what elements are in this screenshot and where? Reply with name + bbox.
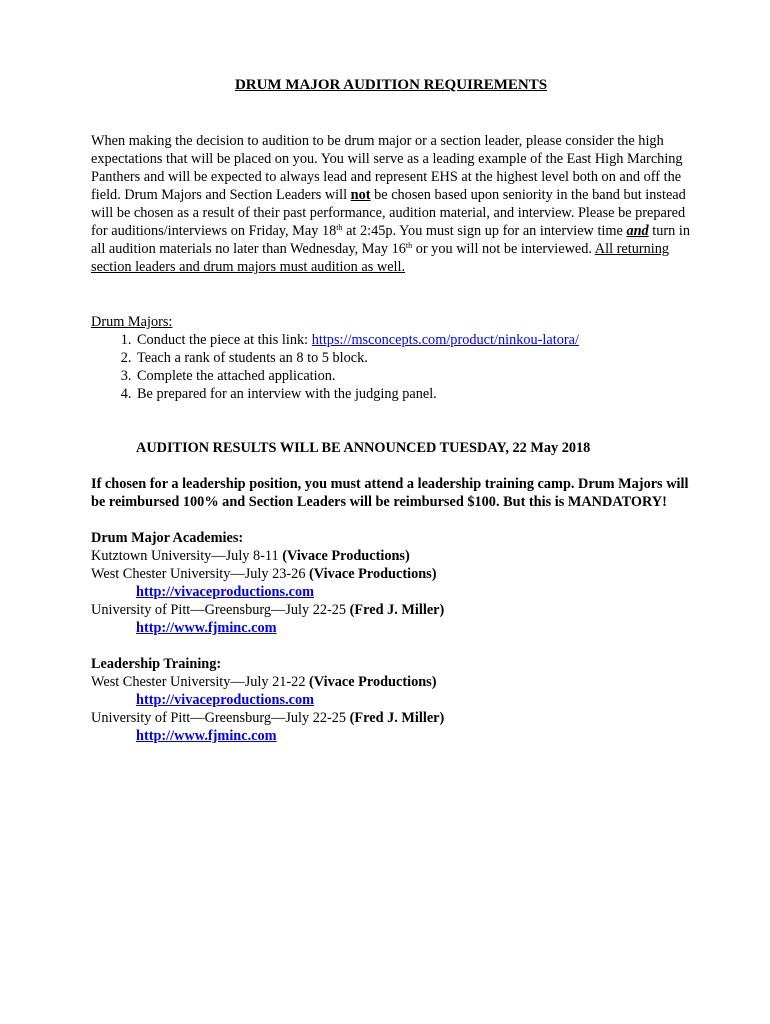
intro-text-2: be chosen based upon seniority in the band but instead will be chosen as a result of their past performance, audition material, and interview. Please be prepared for auditions/interviews on Friday, May 18 bbox=[91, 187, 686, 239]
page-title: DRUM MAJOR AUDITION REQUIREMENTS bbox=[234, 77, 548, 93]
academy-line-west-chester bbox=[91, 565, 691, 583]
training-heading: Leadership Training: bbox=[91, 656, 222, 672]
vivace-link[interactable]: http://vivaceproductions.com bbox=[136, 692, 315, 708]
academy-provider: (Fred J. Miller) bbox=[349, 602, 445, 618]
academy-text: Kutztown University—July 8-11 bbox=[91, 548, 283, 564]
training-link-line bbox=[91, 691, 691, 709]
intro-not-emphasis: not bbox=[350, 187, 371, 203]
document-page bbox=[91, 76, 691, 745]
fjminc-link[interactable]: http://www.fjminc.com bbox=[136, 620, 277, 636]
intro-text-3: at 2:45p. You must sign up for an interview time bbox=[342, 223, 627, 239]
intro-paragraph bbox=[91, 132, 691, 276]
training-list bbox=[91, 673, 691, 745]
drum-majors-list bbox=[91, 331, 691, 403]
intro-and-emphasis: and bbox=[626, 223, 649, 239]
intro-underlined-note: All returning section leaders and drum majors must audition as well. bbox=[91, 241, 670, 275]
academy-text: West Chester University—July 23-26 bbox=[91, 566, 310, 582]
vivace-link[interactable]: http://vivaceproductions.com bbox=[136, 584, 315, 600]
training-provider: (Vivace Productions) bbox=[309, 674, 437, 690]
list-item: 4. Be prepared for an interview with the judging panel. bbox=[135, 385, 691, 403]
fjminc-link[interactable]: http://www.fjminc.com bbox=[136, 728, 277, 744]
academy-provider: (Vivace Productions) bbox=[282, 548, 410, 564]
item-1-text: Conduct the piece at this link: bbox=[137, 332, 312, 348]
training-link-line bbox=[91, 727, 691, 745]
academy-link-line bbox=[91, 583, 691, 601]
training-line-west-chester bbox=[91, 673, 691, 691]
academy-line-kutztown bbox=[91, 547, 691, 565]
academies-heading: Drum Major Academies: bbox=[91, 530, 244, 546]
training-text: University of Pitt—Greensburg—July 22-25 bbox=[91, 710, 350, 726]
intro-text-5: or you will not be interviewed. bbox=[412, 241, 595, 257]
training-camp-notice: If chosen for a leadership position, you must attend a leadership training camp. Drum Majors will be reimbursed 100% and Section Leaders will be reimbursed $100. But this is MANDATORY! bbox=[91, 476, 689, 510]
training-text: West Chester University—July 21-22 bbox=[91, 674, 310, 690]
academy-link-line bbox=[91, 619, 691, 637]
training-line-pitt bbox=[91, 709, 691, 727]
academy-provider: (Vivace Productions) bbox=[309, 566, 437, 582]
academies-list bbox=[91, 547, 691, 637]
list-item bbox=[135, 331, 691, 349]
intro-text-1: When making the decision to audition to be drum major or a section leader, please consider the high expectations that will be placed on you. You will serve as a leading example of the East High Marching Panthers and will be expected to always lead and represent EHS at the highest level both on and off the field. Drum Majors and Section Leaders will bbox=[91, 133, 683, 203]
drum-majors-heading: Drum Majors: bbox=[91, 314, 173, 330]
piece-link[interactable]: https://msconcepts.com/product/ninkou-latora/ bbox=[311, 332, 579, 348]
academy-text: University of Pitt—Greensburg—July 22-25 bbox=[91, 602, 350, 618]
list-item: 3. Complete the attached application. bbox=[135, 367, 691, 385]
academy-line-pitt bbox=[91, 601, 691, 619]
intro-text-4: turn in all audition materials no later than Wednesday, May 16 bbox=[91, 223, 690, 257]
results-announcement: AUDITION RESULTS WILL BE ANNOUNCED TUESDAY, 22 May 2018 bbox=[136, 440, 591, 456]
intro-sup-2: th bbox=[405, 241, 413, 250]
list-item: 2. Teach a rank of students an 8 to 5 block. bbox=[135, 349, 691, 367]
training-provider: (Fred J. Miller) bbox=[349, 710, 445, 726]
intro-sup-1: th bbox=[336, 223, 343, 232]
